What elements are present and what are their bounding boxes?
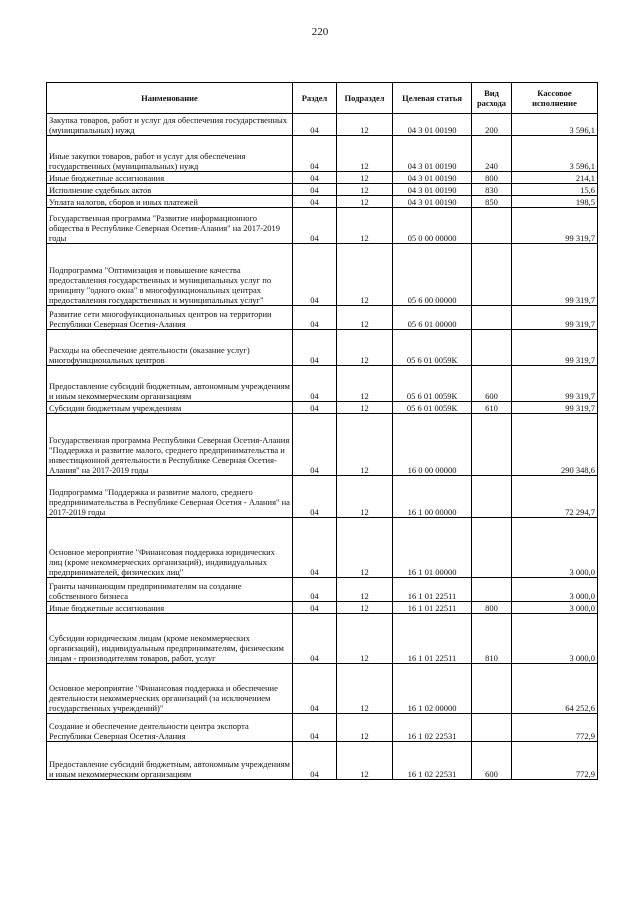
cell-name: Создание и обеспечение деятельности центра экспорта Республики Северная Осетия-Алания xyxy=(47,714,293,742)
cell-name: Исполнение судебных актов xyxy=(47,184,293,196)
cell-name: Субсидии бюджетным учреждениям xyxy=(47,402,293,414)
cell-article: 04 3 01 00190 xyxy=(393,196,472,208)
cell-name: Государственная программа Республики Северная Осетия-Алания "Поддержка и развитие малого, среднего предпринимательства и инвестиционной деятельности в Республике Северная Осетия-Алания" на 2017-2019 годы xyxy=(47,414,293,476)
cell-section: 04 xyxy=(293,184,337,196)
cell-amount: 772,9 xyxy=(512,742,598,780)
cell-subsection: 12 xyxy=(337,614,393,664)
cell-name: Уплата налогов, сборов и иных платежей xyxy=(47,196,293,208)
table-row xyxy=(47,366,598,402)
cell-amount: 3 000,0 xyxy=(512,614,598,664)
cell-type xyxy=(472,476,512,518)
cell-article: 16 0 00 00000 xyxy=(393,414,472,476)
cell-type xyxy=(472,714,512,742)
cell-article: 05 6 01 0059К xyxy=(393,402,472,414)
cell-amount: 290 348,6 xyxy=(512,414,598,476)
cell-subsection: 12 xyxy=(337,330,393,366)
cell-name: Развитие сети многофункциональных центров на территории Республики Северная Осетия-Алания xyxy=(47,306,293,330)
table-row xyxy=(47,172,598,184)
cell-section: 04 xyxy=(293,614,337,664)
cell-amount: 214,1 xyxy=(512,172,598,184)
header-name: Наименование xyxy=(47,83,293,114)
cell-section: 04 xyxy=(293,602,337,614)
cell-article: 04 3 01 00190 xyxy=(393,136,472,172)
table-row xyxy=(47,330,598,366)
cell-subsection: 12 xyxy=(337,402,393,414)
cell-subsection: 12 xyxy=(337,196,393,208)
cell-name: Основное мероприятие "Финансовая поддержка и обеспечение деятельности некоммерческих организаций (за исключением государственных учреждений)" xyxy=(47,664,293,714)
cell-subsection: 12 xyxy=(337,518,393,578)
cell-type xyxy=(472,208,512,244)
cell-type: 600 xyxy=(472,742,512,780)
page-number: 220 xyxy=(311,26,329,38)
cell-amount: 99 319,7 xyxy=(512,306,598,330)
table-row xyxy=(47,184,598,196)
cell-type: 240 xyxy=(472,136,512,172)
cell-type: 610 xyxy=(472,402,512,414)
cell-type xyxy=(472,244,512,306)
cell-article: 04 3 01 00190 xyxy=(393,114,472,136)
cell-subsection: 12 xyxy=(337,306,393,330)
cell-name: Предоставление субсидий бюджетным, автономным учреждениям и иным некоммерческим организациям xyxy=(47,742,293,780)
cell-amount: 72 294,7 xyxy=(512,476,598,518)
cell-type: 850 xyxy=(472,196,512,208)
cell-section: 04 xyxy=(293,476,337,518)
cell-subsection: 12 xyxy=(337,184,393,196)
cell-amount: 99 319,7 xyxy=(512,208,598,244)
cell-amount: 15,6 xyxy=(512,184,598,196)
cell-section: 04 xyxy=(293,330,337,366)
table-row xyxy=(47,196,598,208)
cell-type: 810 xyxy=(472,614,512,664)
cell-amount: 3 000,0 xyxy=(512,602,598,614)
cell-subsection: 12 xyxy=(337,136,393,172)
cell-amount: 772,9 xyxy=(512,714,598,742)
cell-article: 16 1 02 22531 xyxy=(393,714,472,742)
cell-section: 04 xyxy=(293,742,337,780)
cell-name: Гранты начинающим предпринимателям на создание собственного бизнеса xyxy=(47,578,293,602)
cell-amount: 99 319,7 xyxy=(512,366,598,402)
table-body xyxy=(47,114,598,780)
table-row xyxy=(47,476,598,518)
header-article: Целевая статья xyxy=(393,83,472,114)
cell-section: 04 xyxy=(293,714,337,742)
cell-name: Расходы на обеспечение деятельности (оказание услуг) многофункциональных центров xyxy=(47,330,293,366)
cell-name: Основное мероприятие "Финансовая поддержка юридических лиц (кроме некоммерческих организаций), индивидуальных предпринимателей, физических лиц" xyxy=(47,518,293,578)
cell-amount: 99 319,7 xyxy=(512,330,598,366)
cell-article: 05 0 00 00000 xyxy=(393,208,472,244)
table-row xyxy=(47,402,598,414)
cell-subsection: 12 xyxy=(337,664,393,714)
cell-subsection: 12 xyxy=(337,714,393,742)
cell-section: 04 xyxy=(293,518,337,578)
cell-section: 04 xyxy=(293,208,337,244)
table-row xyxy=(47,244,598,306)
cell-type xyxy=(472,330,512,366)
cell-amount: 99 319,7 xyxy=(512,402,598,414)
header-type: Вид расхода xyxy=(472,83,512,114)
cell-article: 16 1 02 22531 xyxy=(393,742,472,780)
cell-name: Субсидии юридическим лицам (кроме некоммерческих организаций), индивидуальным предпринимателям, физическим лицам - производителям товаров, работ, услуг xyxy=(47,614,293,664)
cell-name: Подпрограмма "Поддержка и развитие малого, среднего предпринимательства в Республике Северная Осетия - Алания" на 2017-2019 годы xyxy=(47,476,293,518)
cell-name: Государственная программа "Развитие информационного общества в Республике Северная Осетия-Алания" на 2017-2019 годы xyxy=(47,208,293,244)
cell-subsection: 12 xyxy=(337,578,393,602)
table-header-row xyxy=(47,83,598,114)
table-row xyxy=(47,664,598,714)
cell-subsection: 12 xyxy=(337,208,393,244)
header-amount: Кассовое исполнение xyxy=(512,83,598,114)
table-row xyxy=(47,714,598,742)
cell-subsection: 12 xyxy=(337,172,393,184)
cell-section: 04 xyxy=(293,414,337,476)
cell-name: Подпрограмма "Оптимизация и повышение качества предоставления государственных и муниципальных услуг по принципу "одного окна" в многофункциональных центрах предоставления государственных и муниципальных услуг" xyxy=(47,244,293,306)
cell-article: 16 1 00 00000 xyxy=(393,476,472,518)
cell-type: 830 xyxy=(472,184,512,196)
cell-section: 04 xyxy=(293,196,337,208)
cell-subsection: 12 xyxy=(337,414,393,476)
cell-type xyxy=(472,664,512,714)
header-subsection: Подраздел xyxy=(337,83,393,114)
cell-section: 04 xyxy=(293,578,337,602)
table-row xyxy=(47,414,598,476)
cell-section: 04 xyxy=(293,366,337,402)
cell-name: Предоставление субсидий бюджетным, автономным учреждениям и иным некоммерческим организациям xyxy=(47,366,293,402)
cell-section: 04 xyxy=(293,664,337,714)
cell-subsection: 12 xyxy=(337,366,393,402)
cell-section: 04 xyxy=(293,172,337,184)
table-row xyxy=(47,114,598,136)
cell-article: 05 6 01 0059К xyxy=(393,366,472,402)
cell-amount: 64 252,6 xyxy=(512,664,598,714)
cell-article: 16 1 01 00000 xyxy=(393,518,472,578)
cell-amount: 3 000,0 xyxy=(512,578,598,602)
cell-article: 16 1 01 22511 xyxy=(393,614,472,664)
cell-type: 800 xyxy=(472,172,512,184)
cell-type xyxy=(472,414,512,476)
cell-amount: 99 319,7 xyxy=(512,244,598,306)
table-row xyxy=(47,136,598,172)
cell-section: 04 xyxy=(293,244,337,306)
cell-section: 04 xyxy=(293,306,337,330)
cell-subsection: 12 xyxy=(337,244,393,306)
cell-type: 200 xyxy=(472,114,512,136)
cell-amount: 3 000,0 xyxy=(512,518,598,578)
cell-section: 04 xyxy=(293,114,337,136)
cell-article: 04 3 01 00190 xyxy=(393,172,472,184)
table-row xyxy=(47,602,598,614)
cell-type: 600 xyxy=(472,366,512,402)
cell-type xyxy=(472,578,512,602)
cell-name: Иные бюджетные ассигнования xyxy=(47,602,293,614)
cell-amount: 198,5 xyxy=(512,196,598,208)
cell-section: 04 xyxy=(293,136,337,172)
cell-subsection: 12 xyxy=(337,602,393,614)
cell-type: 800 xyxy=(472,602,512,614)
table-row xyxy=(47,578,598,602)
cell-type xyxy=(472,518,512,578)
cell-amount: 3 596,1 xyxy=(512,136,598,172)
cell-subsection: 12 xyxy=(337,476,393,518)
table-row xyxy=(47,742,598,780)
table-row xyxy=(47,518,598,578)
cell-article: 16 1 01 22511 xyxy=(393,578,472,602)
cell-type xyxy=(472,306,512,330)
cell-section: 04 xyxy=(293,402,337,414)
cell-article: 16 1 02 00000 xyxy=(393,664,472,714)
header-section: Раздел xyxy=(293,83,337,114)
budget-table xyxy=(46,82,598,780)
cell-name: Иные закупки товаров, работ и услуг для обеспечения государственных (муниципальных) нужд xyxy=(47,136,293,172)
cell-article: 05 6 01 00000 xyxy=(393,306,472,330)
cell-amount: 3 596,1 xyxy=(512,114,598,136)
cell-subsection: 12 xyxy=(337,742,393,780)
cell-name: Закупка товаров, работ и услуг для обеспечения государственных (муниципальных) нужд xyxy=(47,114,293,136)
cell-article: 05 6 01 0059К xyxy=(393,330,472,366)
cell-article: 16 1 01 22511 xyxy=(393,602,472,614)
cell-subsection: 12 xyxy=(337,114,393,136)
table-row xyxy=(47,614,598,664)
cell-article: 05 6 00 00000 xyxy=(393,244,472,306)
cell-name: Иные бюджетные ассигнования xyxy=(47,172,293,184)
table-row xyxy=(47,306,598,330)
cell-article: 04 3 01 00190 xyxy=(393,184,472,196)
table-row xyxy=(47,208,598,244)
